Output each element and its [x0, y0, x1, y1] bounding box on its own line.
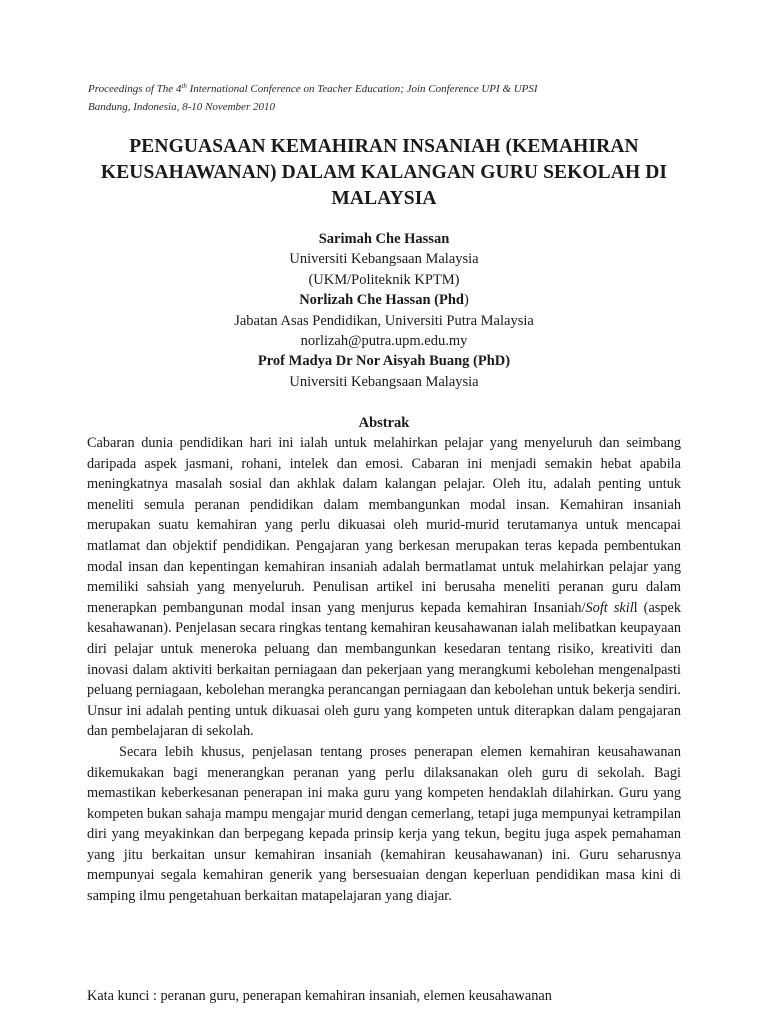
author-2-name: Norlizah Che Hassan (Phd): [299, 292, 469, 309]
author-block: [80, 229, 688, 392]
proceedings-header: [88, 80, 688, 116]
abstract-paragraph-1: Cabaran dunia pendidikan hari ini ialah untuk melahirkan pelajar yang menyeluruh dan seimbang daripada aspek jasmani, rohani, intelek dan emosi. Cabaran ini menjadi semakin hebat apabila meningkatnya masalah sosial dan akhlak dalam kalangan pelajar. Oleh itu, adalah penting untuk meneliti semula peranan pendidikan dalam membangunkan modal insan. Kemahiran insaniah merupakan suatu kemahiran yang perlu dikuasai oleh murid-murid terutamanya untuk mencapai matlamat dan objektif pendidikan. Pengajaran yang berkesan merupakan teras kepada pembentukan modal insan dan kepentingan kemahiran insaniah adalah bermatlamat untuk melahirkan pelajar yang memiliki sahsiah yang menyeluruh. Penulisan artikel ini berusaha meneliti peranan guru dalam menerapkan pembangunan modal insan yang menjurus kepada kemahiran Insaniah/Soft skill (aspek kesahawanan). Penjelasan secara ringkas tentang kemahiran keusahawanan ialah melibatkan keupayaan diri pelajar untuk meneroka peluang dan membangunkan kesedaran tentang risiko, kreativiti dan inovasi dalam aktiviti berkaitan perniagaan dan pekerjaan yang merangkumi kebolehan mengenalpasti peluang perniagaan, kebolehan merangka perancangan perniagaan dan kebolehan untuk bekerja sendiri. Unsur ini adalah penting untuk dikuasai oleh guru yang kompeten untuk diterapkan dalam pengajaran dan pembelajaran di sekolah.: [87, 435, 681, 740]
author-1-affiliation-detail: (UKM/Politeknik KPTM): [308, 271, 460, 288]
abstract-paragraph-2: Secara lebih khusus, penjelasan tentang proses penerapan elemen kemahiran keusahawanan dikemukakan bagi menerangkan peranan yang perlu dilaksanakan oleh guru di sekolah. Bagi memastikan keberkesanan penerapan ini maka guru yang kompeten hendaklah dilahirkan. Guru yang kompeten bukan sahaja mampu mengajar murid dengan cemerlang, tetapi juga mempunyai ketrampilan diri yang meyakinkan dan berpegang kepada prinsip kerja yang tekun, begitu juga aspek pemahaman yang jitu berkaitan unsur kemahiran insaniah (kemahiran keusahawanan) ini. Guru seharusnya mempunyai segala kemahiran generik yang bersesuaian dengan keperluan pendidikan masa kini di samping ilmu pengetahuan berkaitan matapelajaran yang diajar.: [87, 743, 681, 905]
author-1-affiliation: Universiti Kebangsaan Malaysia: [289, 251, 479, 268]
paper-title: PENGUASAAN KEMAHIRAN INSANIAH (KEMAHIRAN KEUSAHAWANAN) DALAM KALANGAN GURU SEKOLAH DI MALAYSIA: [100, 136, 668, 209]
header-line-1: Proceedings of The 4th International Conference on Teacher Education; Join Conference UPI & UPSI: [88, 82, 538, 95]
author-3-affiliation: Universiti Kebangsaan Malaysia: [289, 373, 479, 390]
header-line-2: Bandung, Indonesia, 8-10 November 2010: [88, 101, 275, 113]
abstract-body: [87, 433, 681, 907]
author-2-affiliation: Jabatan Asas Pendidikan, Universiti Putra Malaysia: [234, 312, 534, 329]
author-2-email: norlizah@putra.upm.edu.my: [300, 333, 468, 350]
abstract-heading: Abstrak: [358, 415, 410, 431]
author-1-name: Sarimah Che Hassan: [318, 231, 450, 247]
keywords-line: Kata kunci : peranan guru, penerapan kemahiran insaniah, elemen keusahawanan: [87, 988, 552, 1004]
author-3-name: Prof Madya Dr Nor Aisyah Buang (PhD): [257, 353, 511, 370]
